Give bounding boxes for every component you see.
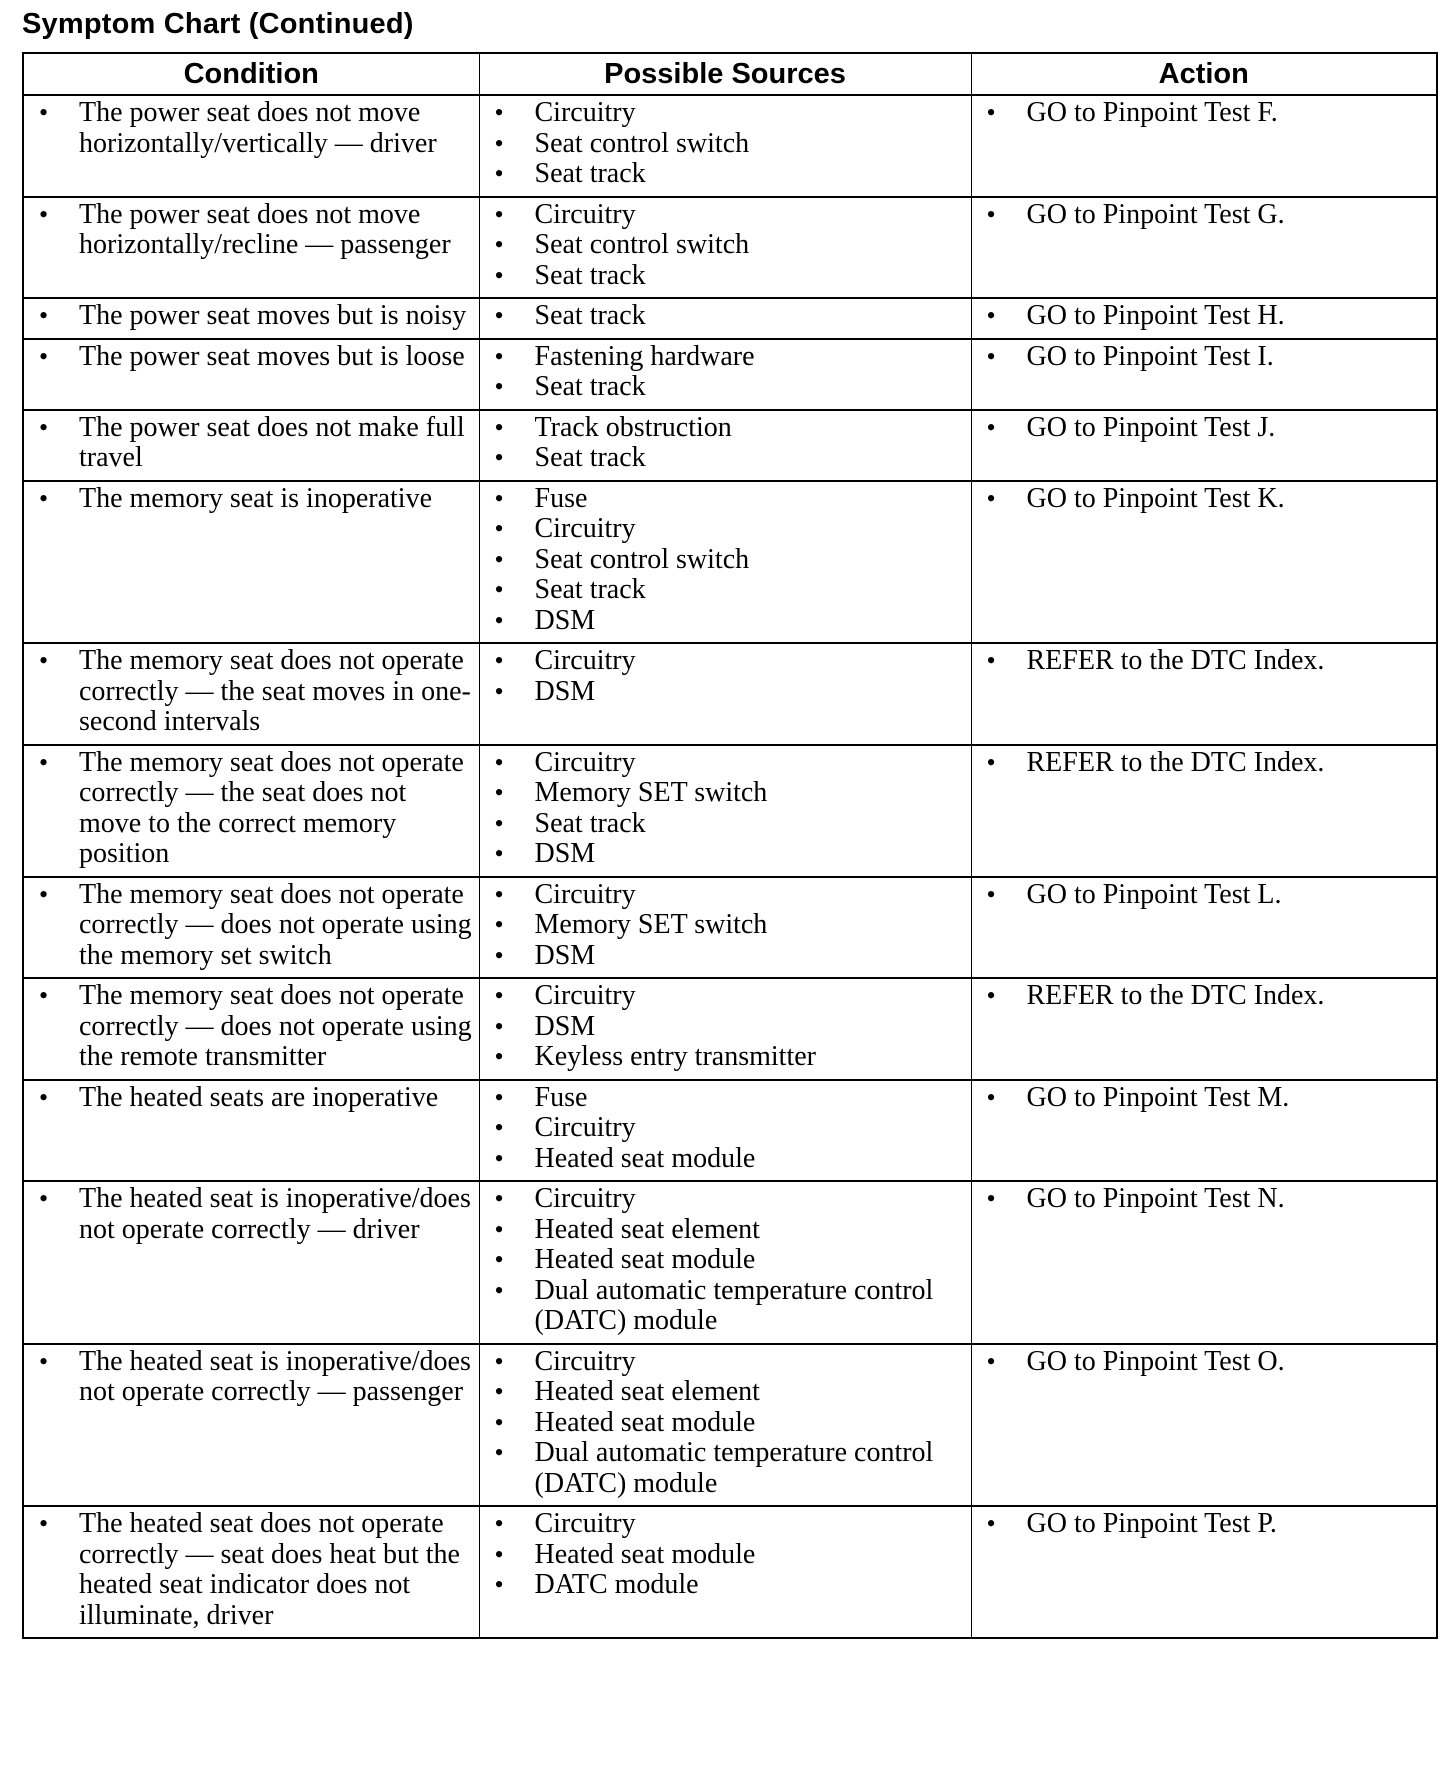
possible-sources-cell	[479, 877, 971, 979]
action-cell	[971, 95, 1437, 197]
possible-sources-cell	[479, 339, 971, 410]
possible-source-item: • Circuitry	[486, 880, 965, 911]
possible-source-item: • Dual automatic temperature control (DATC) module	[486, 1276, 965, 1337]
action-list	[978, 880, 1431, 911]
table-body	[23, 95, 1437, 1638]
action-text: • GO to Pinpoint Test H.	[978, 301, 1431, 332]
action-list	[978, 748, 1431, 779]
action-text: • GO to Pinpoint Test O.	[978, 1347, 1431, 1378]
condition-list	[30, 301, 473, 332]
action-cell	[971, 978, 1437, 1080]
action-cell	[971, 1080, 1437, 1182]
condition-cell	[23, 877, 479, 979]
action-text: • REFER to the DTC Index.	[978, 646, 1431, 677]
action-cell	[971, 1344, 1437, 1507]
possible-source-item: • Heated seat module	[486, 1245, 965, 1276]
possible-source-item: • Seat control switch	[486, 129, 965, 160]
condition-list	[30, 413, 473, 474]
condition-list	[30, 1083, 473, 1114]
possible-source-item: • Circuitry	[486, 98, 965, 129]
action-list	[978, 646, 1431, 677]
possible-sources-list	[486, 484, 965, 637]
condition-text: • The heated seat does not operate correctly — seat does heat but the heated seat indicator does not illuminate, driver	[30, 1509, 473, 1631]
condition-text: • The memory seat does not operate correctly — does not operate using the remote transmitter	[30, 981, 473, 1073]
condition-cell	[23, 745, 479, 877]
possible-sources-cell	[479, 481, 971, 644]
condition-cell	[23, 481, 479, 644]
possible-source-item: • Circuitry	[486, 514, 965, 545]
action-list	[978, 413, 1431, 444]
possible-source-item: • Heated seat element	[486, 1377, 965, 1408]
possible-sources-list	[486, 1184, 965, 1337]
possible-sources-cell	[479, 95, 971, 197]
action-text: • GO to Pinpoint Test J.	[978, 413, 1431, 444]
possible-sources-list	[486, 1083, 965, 1175]
action-list	[978, 98, 1431, 129]
action-cell	[971, 643, 1437, 745]
possible-source-item: • Circuitry	[486, 1347, 965, 1378]
possible-sources-cell	[479, 745, 971, 877]
condition-text: • The memory seat does not operate correctly — the seat moves in one-second intervals	[30, 646, 473, 738]
possible-source-item: • Fuse	[486, 1083, 965, 1114]
table-row	[23, 1506, 1437, 1638]
possible-source-item: • Circuitry	[486, 981, 965, 1012]
condition-list	[30, 1509, 473, 1631]
possible-source-item: • Circuitry	[486, 200, 965, 231]
possible-source-item: • Heated seat module	[486, 1144, 965, 1175]
action-cell	[971, 1181, 1437, 1344]
possible-source-item: • Heated seat element	[486, 1215, 965, 1246]
action-list	[978, 301, 1431, 332]
table-row	[23, 197, 1437, 299]
condition-text: • The heated seat is inoperative/does not operate correctly — passenger	[30, 1347, 473, 1408]
condition-list	[30, 98, 473, 159]
action-list	[978, 1083, 1431, 1114]
possible-source-item: • Seat track	[486, 575, 965, 606]
table-row	[23, 643, 1437, 745]
condition-text: • The power seat moves but is noisy	[30, 301, 473, 332]
possible-source-item: • Seat track	[486, 372, 965, 403]
condition-list	[30, 748, 473, 870]
condition-cell	[23, 1080, 479, 1182]
possible-source-item: • Circuitry	[486, 1509, 965, 1540]
action-text: • GO to Pinpoint Test I.	[978, 342, 1431, 373]
possible-source-item: • Seat track	[486, 443, 965, 474]
column-header-action: Action	[971, 53, 1437, 95]
action-list	[978, 342, 1431, 373]
possible-source-item: • Seat track	[486, 159, 965, 190]
action-text: • GO to Pinpoint Test F.	[978, 98, 1431, 129]
possible-source-item: • DSM	[486, 606, 965, 637]
condition-list	[30, 1347, 473, 1408]
condition-text: • The power seat does not move horizontally/recline — passenger	[30, 200, 473, 261]
action-list	[978, 1509, 1431, 1540]
action-cell	[971, 298, 1437, 339]
possible-source-item: • Memory SET switch	[486, 778, 965, 809]
table-row	[23, 95, 1437, 197]
action-list	[978, 200, 1431, 231]
condition-list	[30, 981, 473, 1073]
table-row	[23, 1344, 1437, 1507]
possible-source-item: • Track obstruction	[486, 413, 965, 444]
possible-source-item: • Seat control switch	[486, 230, 965, 261]
table-row	[23, 410, 1437, 481]
possible-sources-list	[486, 646, 965, 707]
possible-source-item: • Circuitry	[486, 1113, 965, 1144]
possible-source-item: • Fuse	[486, 484, 965, 515]
possible-sources-list	[486, 342, 965, 403]
action-text: • GO to Pinpoint Test M.	[978, 1083, 1431, 1114]
possible-sources-cell	[479, 978, 971, 1080]
possible-sources-cell	[479, 197, 971, 299]
condition-cell	[23, 298, 479, 339]
possible-source-item: • Heated seat module	[486, 1408, 965, 1439]
possible-source-item: • DATC module	[486, 1570, 965, 1601]
action-list	[978, 1184, 1431, 1215]
possible-sources-list	[486, 200, 965, 292]
action-text: • GO to Pinpoint Test K.	[978, 484, 1431, 515]
action-text: • GO to Pinpoint Test L.	[978, 880, 1431, 911]
condition-text: • The power seat moves but is loose	[30, 342, 473, 373]
condition-list	[30, 342, 473, 373]
page-title: Symptom Chart (Continued)	[22, 8, 414, 40]
possible-source-item: • Seat control switch	[486, 545, 965, 576]
action-cell	[971, 197, 1437, 299]
possible-sources-cell	[479, 1506, 971, 1638]
possible-sources-cell	[479, 1344, 971, 1507]
condition-text: • The memory seat is inoperative	[30, 484, 473, 515]
action-text: • GO to Pinpoint Test N.	[978, 1184, 1431, 1215]
action-text: • REFER to the DTC Index.	[978, 981, 1431, 1012]
possible-sources-list	[486, 1509, 965, 1601]
possible-source-item: • DSM	[486, 941, 965, 972]
condition-text: • The power seat does not move horizontally/vertically — driver	[30, 98, 473, 159]
condition-cell	[23, 1181, 479, 1344]
table-row	[23, 978, 1437, 1080]
condition-text: • The heated seats are inoperative	[30, 1083, 473, 1114]
symptom-chart-table	[22, 52, 1438, 1639]
column-header-condition: Condition	[23, 53, 479, 95]
possible-source-item: • Seat track	[486, 301, 965, 332]
possible-source-item: • Circuitry	[486, 748, 965, 779]
condition-text: • The memory seat does not operate correctly — the seat does not move to the correct memory position	[30, 748, 473, 870]
action-list	[978, 1347, 1431, 1378]
condition-list	[30, 646, 473, 738]
possible-sources-list	[486, 1347, 965, 1500]
action-text: • GO to Pinpoint Test G.	[978, 200, 1431, 231]
condition-list	[30, 200, 473, 261]
action-cell	[971, 877, 1437, 979]
header-row	[23, 53, 1437, 95]
possible-source-item: • Seat track	[486, 261, 965, 292]
table-row	[23, 1181, 1437, 1344]
table-row	[23, 745, 1437, 877]
action-cell	[971, 1506, 1437, 1638]
action-text: • REFER to the DTC Index.	[978, 748, 1431, 779]
condition-cell	[23, 978, 479, 1080]
condition-text: • The memory seat does not operate correctly — does not operate using the memory set switch	[30, 880, 473, 972]
possible-sources-list	[486, 748, 965, 870]
action-cell	[971, 410, 1437, 481]
column-header-possible-sources: Possible Sources	[479, 53, 971, 95]
possible-source-item: • Seat track	[486, 809, 965, 840]
possible-source-item: • Memory SET switch	[486, 910, 965, 941]
possible-source-item: • Circuitry	[486, 1184, 965, 1215]
possible-sources-cell	[479, 1080, 971, 1182]
condition-cell	[23, 1506, 479, 1638]
possible-source-item: • Circuitry	[486, 646, 965, 677]
action-list	[978, 981, 1431, 1012]
possible-source-item: • DSM	[486, 1012, 965, 1043]
condition-text: • The power seat does not make full travel	[30, 413, 473, 474]
possible-sources-cell	[479, 410, 971, 481]
table-row	[23, 877, 1437, 979]
condition-cell	[23, 1344, 479, 1507]
action-text: • GO to Pinpoint Test P.	[978, 1509, 1431, 1540]
possible-sources-list	[486, 413, 965, 474]
condition-cell	[23, 197, 479, 299]
possible-sources-cell	[479, 298, 971, 339]
possible-source-item: • Keyless entry transmitter	[486, 1042, 965, 1073]
condition-list	[30, 880, 473, 972]
possible-sources-list	[486, 301, 965, 332]
condition-cell	[23, 339, 479, 410]
possible-source-item: • Heated seat module	[486, 1540, 965, 1571]
possible-sources-list	[486, 98, 965, 190]
possible-source-item: • DSM	[486, 677, 965, 708]
possible-sources-list	[486, 981, 965, 1073]
possible-sources-cell	[479, 1181, 971, 1344]
table-row	[23, 298, 1437, 339]
condition-cell	[23, 410, 479, 481]
action-list	[978, 484, 1431, 515]
action-cell	[971, 481, 1437, 644]
possible-source-item: • Dual automatic temperature control (DATC) module	[486, 1438, 965, 1499]
table-row	[23, 481, 1437, 644]
possible-sources-cell	[479, 643, 971, 745]
action-cell	[971, 745, 1437, 877]
possible-source-item: • DSM	[486, 839, 965, 870]
table-row	[23, 1080, 1437, 1182]
condition-text: • The heated seat is inoperative/does not operate correctly — driver	[30, 1184, 473, 1245]
condition-list	[30, 484, 473, 515]
condition-cell	[23, 643, 479, 745]
possible-sources-list	[486, 880, 965, 972]
possible-source-item: • Fastening hardware	[486, 342, 965, 373]
action-cell	[971, 339, 1437, 410]
condition-cell	[23, 95, 479, 197]
condition-list	[30, 1184, 473, 1245]
table-row	[23, 339, 1437, 410]
